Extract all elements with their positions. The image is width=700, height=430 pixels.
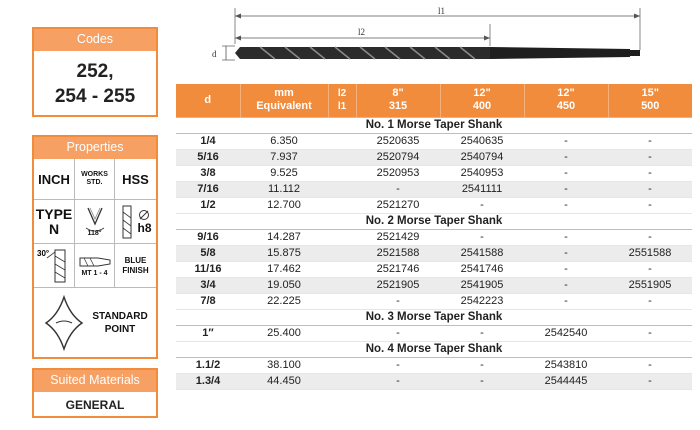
type-n-label: N: [48, 220, 60, 237]
cell-code-315: 2521270: [356, 197, 440, 213]
section-title: No. 2 Morse Taper Shank: [176, 213, 692, 229]
cell-diameter: 9/16: [176, 229, 240, 245]
cell-mm: 22.225: [240, 293, 328, 309]
cell-mm: 14.287: [240, 229, 328, 245]
cell-code-400: 2541588: [440, 245, 524, 261]
cell-code-315: -: [356, 325, 440, 341]
section-title: No. 1 Morse Taper Shank: [176, 117, 692, 133]
l1-label: l1: [438, 6, 446, 16]
cell-spacer: [328, 293, 356, 309]
cell-diameter: 1.1/2: [176, 357, 240, 373]
cell-code-400: 2541746: [440, 261, 524, 277]
point-angle-block: [75, 200, 114, 243]
cell-code-315: 2521746: [356, 261, 440, 277]
cell-code-500: 2551588: [608, 245, 692, 261]
header-col-2: [440, 84, 524, 117]
table-body: [176, 117, 692, 389]
table-row: [176, 229, 692, 245]
cell-code-450: 2544445: [524, 373, 608, 389]
standard-point-icon: [40, 293, 88, 353]
helix-angle-label: 30°: [37, 248, 50, 258]
shank-block: [75, 244, 114, 287]
header-col-3-bottom: 450: [556, 100, 576, 113]
cell-code-400: -: [440, 325, 524, 341]
cell-code-450: -: [524, 181, 608, 197]
finish-label: BLUE FINISH: [122, 255, 149, 275]
cell-code-315: 2521905: [356, 277, 440, 293]
cell-code-500: -: [608, 373, 692, 389]
cell-code-450: -: [524, 149, 608, 165]
header-mm: [240, 84, 328, 117]
shank-label: MT 1 - 4: [81, 270, 108, 277]
cell-code-315: 2520794: [356, 149, 440, 165]
table-row: [176, 277, 692, 293]
helix-angle-icon: [35, 246, 73, 286]
section-row: [176, 117, 692, 133]
cell-code-450: -: [524, 165, 608, 181]
header-col-1: [356, 84, 440, 117]
cell-spacer: [328, 197, 356, 213]
cell-code-450: -: [524, 133, 608, 149]
cell-mm: 7.937: [240, 149, 328, 165]
cell-code-500: -: [608, 325, 692, 341]
cell-spacer: [328, 165, 356, 181]
cell-code-400: 2540953: [440, 165, 524, 181]
cell-code-500: -: [608, 165, 692, 181]
type-label: TYPE: [35, 205, 73, 222]
cell-diameter: 1.3/4: [176, 373, 240, 389]
morse-taper-icon: [78, 254, 112, 270]
section-row: [176, 341, 692, 357]
cell-code-500: 2551905: [608, 277, 692, 293]
type-n-block: [34, 200, 74, 243]
cell-code-450: -: [524, 245, 608, 261]
table-row: [176, 261, 692, 277]
header-col-2-top: 12": [473, 87, 491, 100]
section-title: No. 4 Morse Taper Shank: [176, 341, 692, 357]
properties-grid: [34, 159, 156, 359]
cell-code-450: -: [524, 197, 608, 213]
header-l1-label: l1: [337, 101, 347, 113]
tolerance-block: [115, 200, 156, 243]
section-row: [176, 309, 692, 325]
cell-code-400: -: [440, 357, 524, 373]
cell-code-400: 2541905: [440, 277, 524, 293]
cell-code-450: 2542540: [524, 325, 608, 341]
cell-spacer: [328, 261, 356, 277]
cell-code-315: -: [356, 181, 440, 197]
cell-spacer: [328, 373, 356, 389]
header-d: d: [176, 84, 240, 117]
cell-mm: 25.400: [240, 325, 328, 341]
table-row: [176, 373, 692, 389]
table-row: [176, 245, 692, 261]
codes-line-2: 254 - 255: [54, 86, 136, 107]
inch-label: INCH: [38, 171, 70, 187]
cell-mm: 9.525: [240, 165, 328, 181]
cell-spacer: [328, 133, 356, 149]
properties-title: Properties: [34, 137, 156, 159]
cell-diameter: 3/8: [176, 165, 240, 181]
hss-label: HSS: [122, 171, 149, 187]
header-col-1-top: 8": [392, 87, 404, 100]
cell-diameter: 1″: [176, 325, 240, 341]
cell-code-400: -: [440, 197, 524, 213]
header-l2-label: l2: [337, 88, 347, 100]
cell-code-500: -: [608, 261, 692, 277]
cell-diameter: 11/16: [176, 261, 240, 277]
header-mm-label: mm: [274, 87, 294, 100]
cell-code-500: -: [608, 197, 692, 213]
l2-label: l2: [358, 27, 366, 37]
codes-card: [32, 27, 158, 117]
header-lengths: [328, 84, 356, 117]
cell-code-315: 2520635: [356, 133, 440, 149]
header-col-3-top: 12": [557, 87, 575, 100]
cell-code-450: -: [524, 277, 608, 293]
table-row: [176, 197, 692, 213]
table-row: [176, 325, 692, 341]
cell-code-315: 2521429: [356, 229, 440, 245]
table-row: [176, 165, 692, 181]
cell-code-450: -: [524, 229, 608, 245]
cell-code-315: -: [356, 373, 440, 389]
d-label: d: [212, 49, 217, 59]
table-row: [176, 149, 692, 165]
cell-spacer: [328, 357, 356, 373]
materials-card: [32, 368, 158, 418]
cell-mm: 17.462: [240, 261, 328, 277]
cell-code-500: -: [608, 293, 692, 309]
cell-code-500: -: [608, 133, 692, 149]
cell-diameter: 1/4: [176, 133, 240, 149]
point-angle-label: 118°: [87, 230, 102, 237]
cell-code-315: -: [356, 357, 440, 373]
cell-code-500: -: [608, 181, 692, 197]
cell-diameter: 5/16: [176, 149, 240, 165]
cell-spacer: [328, 245, 356, 261]
cell-code-400: 2541111: [440, 181, 524, 197]
cell-spacer: [328, 181, 356, 197]
header-col-4-top: 15": [641, 87, 659, 100]
cell-mm: 6.350: [240, 133, 328, 149]
codes-values: [34, 51, 156, 109]
cell-code-500: -: [608, 149, 692, 165]
table-row: [176, 133, 692, 149]
cell-code-450: 2543810: [524, 357, 608, 373]
cell-spacer: [328, 229, 356, 245]
cell-mm: 19.050: [240, 277, 328, 293]
cell-diameter: 7/8: [176, 293, 240, 309]
works-std-label: WORKS STD.: [81, 171, 108, 186]
cell-diameter: 3/4: [176, 277, 240, 293]
cell-mm: 15.875: [240, 245, 328, 261]
cell-code-315: -: [356, 293, 440, 309]
tolerance-label: h8: [137, 220, 152, 235]
cell-code-450: -: [524, 293, 608, 309]
cell-mm: 12.700: [240, 197, 328, 213]
drill-body: [235, 47, 640, 59]
cell-code-315: 2520953: [356, 165, 440, 181]
drill-drawing: [200, 4, 670, 78]
cell-diameter: 7/16: [176, 181, 240, 197]
cell-code-400: 2540635: [440, 133, 524, 149]
point-block: [34, 288, 156, 358]
cell-code-400: 2540794: [440, 149, 524, 165]
cell-mm: 44.450: [240, 373, 328, 389]
table-row: [176, 181, 692, 197]
point-label: STANDARD POINT: [92, 311, 148, 335]
table-row: [176, 357, 692, 373]
header-col-3: [524, 84, 608, 117]
cell-spacer: [328, 277, 356, 293]
diameter-icon: [138, 209, 150, 221]
cell-code-315: 2521588: [356, 245, 440, 261]
materials-value: GENERAL: [65, 398, 125, 412]
materials-title: Suited Materials: [34, 370, 156, 392]
cell-code-400: -: [440, 373, 524, 389]
drill-spec-table: [176, 84, 692, 390]
section-title: No. 3 Morse Taper Shank: [176, 309, 692, 325]
header-equivalent-label: Equivalent: [256, 100, 312, 113]
table-header-row: [176, 84, 692, 117]
header-col-2-bottom: 400: [472, 100, 492, 113]
table-row: [176, 293, 692, 309]
cell-code-500: -: [608, 357, 692, 373]
cell-code-450: -: [524, 261, 608, 277]
properties-card: [32, 135, 158, 359]
header-col-4-bottom: 500: [641, 100, 660, 113]
cell-spacer: [328, 325, 356, 341]
codes-title: Codes: [34, 29, 156, 51]
header-col-1-bottom: 315: [388, 100, 408, 113]
drill-tolerance-icon: [119, 204, 135, 240]
cell-spacer: [328, 149, 356, 165]
helix-block: [34, 244, 74, 287]
codes-line-1: 252,: [76, 61, 114, 82]
cell-code-400: -: [440, 229, 524, 245]
cell-code-400: 2542223: [440, 293, 524, 309]
cell-code-500: -: [608, 229, 692, 245]
cell-diameter: 5/8: [176, 245, 240, 261]
cell-mm: 11.112: [240, 181, 328, 197]
section-row: [176, 213, 692, 229]
cell-diameter: 1/2: [176, 197, 240, 213]
cell-mm: 38.100: [240, 357, 328, 373]
header-col-4: [608, 84, 692, 117]
